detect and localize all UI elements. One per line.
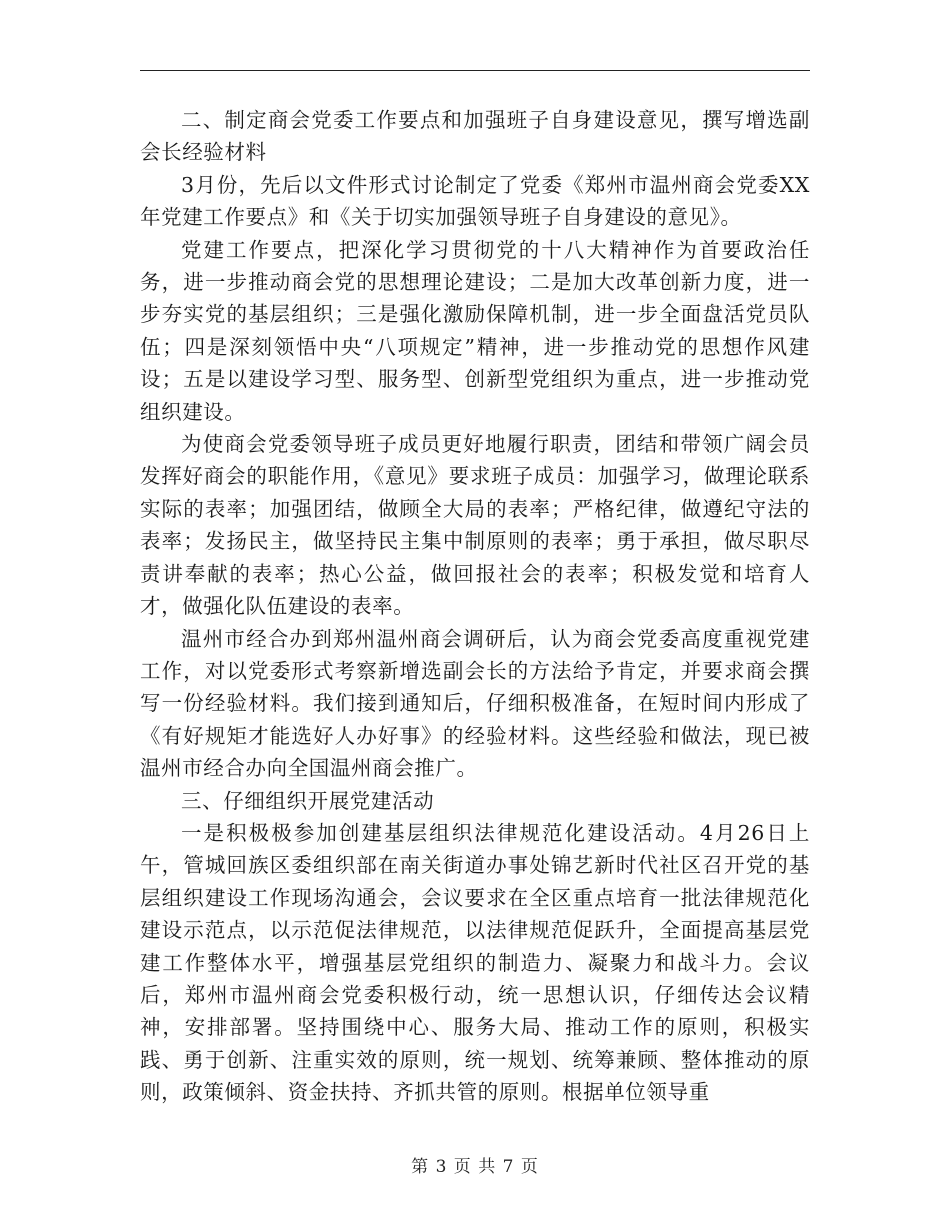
paragraph: 3月份，先后以文件形式讨论制定了党委《郑州市温州商会党委XX年党建工作要点》和《关于切实加强领导班子自身建设的意见》。 <box>140 172 810 230</box>
page-footer <box>0 1152 950 1177</box>
page-number: 第 3 页 共 7 页 <box>411 1157 539 1177</box>
paragraph: 温州市经合办到郑州温州商会调研后，认为商会党委高度重视党建工作，对以党委形式考察新增选副会长的方法给予肯定，并要求商会撰写一份经验材料。我们接到通知后，仔细积极准备，在短时间内形成了《有好规矩才能选好人办好事》的经验材料。这些经验和做法，现已被温州市经合办向全国温州商会推广。 <box>140 626 810 781</box>
paragraph: 为使商会党委领导班子成员更好地履行职责，团结和带领广阔会员发挥好商会的职能作用，《意见》要求班子成员：加强学习，做理论联系实际的表率；加强团结，做顾全大局的表率；严格纪律，做遵纪守法的表率；发扬民主，做坚持民主集中制原则的表率；勇于承担，做尽职尽责讲奉献的表率；热心公益，做回报社会的表率；积极发觉和培育人才，做强化队伍建设的表率。 <box>140 432 810 619</box>
header-rule <box>140 70 810 71</box>
paragraph: 党建工作要点，把深化学习贯彻党的十八大精神作为首要政治任务，进一步推动商会党的思想理论建设；二是加大改革创新力度，进一步夯实党的基层组织；三是强化激励保障机制，进一步全面盘活党员队伍；四是深刻领悟中央“八项规定”精神，进一步推动党的思想作风建设；五是以建设学习型、服务型、创新型党组织为重点，进一步推动党组织建设。 <box>140 237 810 424</box>
section-heading-3: 三、仔细组织开展党建活动 <box>181 788 435 813</box>
section-heading-2: 二、制定商会党委工作要点和加强班子自身建设意见，撰写增选副会长经验材料 <box>140 108 810 165</box>
paragraph: 一是积极极参加创建基层组织法律规范化建设活动。4月26日上午，管城回族区委组织部在南关街道办事处锦艺新时代社区召开党的基层组织建设工作现场沟通会，会议要求在全区重点培育一批法律规范化建设示范点，以示范促法律规范，以法律规范促跃升，全面提高基层党建工作整体水平，增强基层党组织的制造力、凝聚力和战斗力。会议后，郑州市温州商会党委积极行动，统一思想认识，仔细传达会议精神，安排部署。坚持围绕中心、服务大局、推动工作的原则，积极实践、勇于创新、注重实效的原则，统一规划、统筹兼顾、整体推动的原则，政策倾斜、资金扶持、齐抓共管的原则。根据单位领导重 <box>140 820 810 1105</box>
document-body <box>140 104 810 1109</box>
